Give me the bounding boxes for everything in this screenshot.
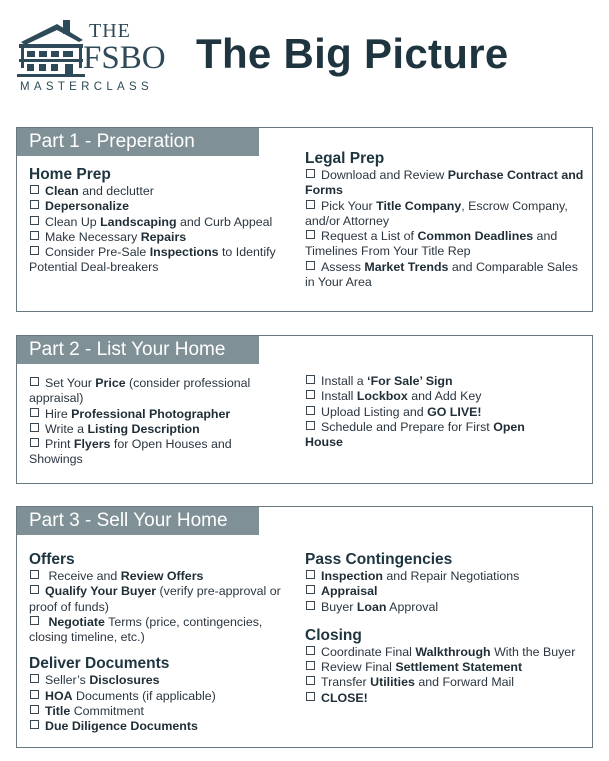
checklist-item-text: and Timelines From Your Title Rep: [305, 229, 558, 259]
checklist-item-text: Purchase Contract and Forms: [305, 168, 584, 198]
checklist-item: [305, 389, 545, 404]
part3-right-column: [305, 551, 588, 706]
checkbox-icon: [30, 423, 39, 432]
checklist-item: [29, 215, 297, 230]
list-home-right-column: [305, 374, 545, 450]
checklist-item-text: Install a: [321, 374, 368, 388]
logo-masterclass-text: MASTERCLASS: [20, 81, 153, 93]
checklist-item-text: Commitment: [70, 704, 144, 719]
checklist-item-text: Print: [45, 437, 74, 452]
checkbox-icon: [306, 421, 315, 430]
checklist-item-text: and Curb Appeal: [176, 214, 273, 229]
list-home-left-list: [29, 376, 269, 468]
checklist-item-text: and Add Key: [407, 389, 482, 404]
checkbox-icon: [306, 676, 315, 685]
home-prep-column: [29, 166, 297, 276]
checkbox-icon: [306, 601, 315, 610]
checklist-item-text: Review Final: [321, 660, 396, 675]
checkbox-icon: [306, 375, 315, 384]
pass-contingencies-title: Pass Contingencies: [305, 551, 453, 568]
fsbo-masterclass-logo: [17, 18, 177, 96]
checklist-item: [305, 420, 545, 451]
checklist-item-text: and Comparable Sales in Your Area: [305, 259, 578, 290]
checklist-item-text: HOA: [45, 688, 73, 703]
checklist-item-text: Title Company: [376, 198, 462, 213]
checklist-item: [305, 691, 588, 706]
checklist-item-text: Depersonalize: [45, 199, 130, 214]
checklist-item-text: Market Trends: [364, 259, 449, 274]
checklist-item-text: Price: [95, 376, 126, 390]
deliver-documents-title: Deliver Documents: [29, 655, 170, 673]
checklist-item-text: Qualify Your Buyer: [45, 584, 157, 599]
checklist-item-text: Install: [321, 389, 357, 404]
checklist-item: [29, 230, 297, 245]
checklist-item-text: Settlement Statement: [395, 660, 523, 675]
checklist-item-text: Common Deadlines: [417, 229, 534, 244]
checklist-item-text: Schedule and Prepare for First: [321, 419, 494, 434]
checklist-item: [29, 422, 269, 437]
checklist-item: [29, 615, 297, 646]
page-header: [0, 0, 609, 110]
checklist-item-text: Loan: [356, 599, 387, 614]
part3-section: [16, 506, 593, 748]
checklist-item: [305, 600, 588, 615]
checklist-item-text: Receive and: [45, 569, 121, 583]
checklist-item-text: Landscaping: [100, 214, 177, 229]
checklist-item-text: GO LIVE!: [427, 404, 482, 419]
checkbox-icon: [30, 585, 39, 594]
checklist-item-text: Make Necessary: [45, 229, 141, 244]
checklist-item-text: Repairs: [140, 229, 187, 244]
closing-title: Closing: [305, 626, 362, 644]
checklist-item-text: Coordinate Final: [321, 644, 416, 659]
checklist-item-text: , Escrow Company, and/or Attorney: [305, 198, 568, 228]
checklist-item-text: Write a: [45, 421, 88, 436]
checklist-item-text: and declutter: [78, 184, 154, 198]
checklist-item: [29, 704, 297, 719]
checklist-item-text: Review Offers: [120, 569, 204, 583]
legal-prep-title: Legal Prep: [305, 150, 385, 167]
part1-heading: Part 1 - Preperation: [17, 128, 259, 156]
checklist-item: [305, 569, 588, 584]
checklist-item-text: Inspections: [149, 245, 219, 260]
checkbox-icon: [30, 570, 39, 579]
checklist-item: [305, 229, 588, 260]
checklist-item-text: Documents (if applicable): [72, 688, 216, 703]
checkbox-icon: [30, 231, 39, 240]
checklist-item-text: Clean Up: [45, 214, 101, 229]
legal-prep-column: [305, 150, 588, 290]
checkbox-icon: [30, 408, 39, 417]
checklist-item-text: Consider Pre-Sale: [45, 245, 150, 260]
checklist-item: [305, 660, 588, 675]
checklist-item-text: and Forward Mail: [414, 675, 515, 690]
checklist-item: [29, 584, 297, 615]
checkbox-icon: [306, 261, 315, 270]
checklist-item-text: (consider professional appraisal): [29, 376, 251, 406]
checklist-item-text: Professional Photographer: [71, 406, 231, 421]
checkbox-icon: [30, 377, 39, 386]
checklist-item-text: Due Diligence Documents: [45, 719, 198, 734]
checkbox-icon: [30, 200, 39, 209]
checklist-item-text: With the Buyer: [490, 644, 576, 659]
checklist-item-text: Set Your: [45, 376, 96, 390]
home-prep-title: Home Prep: [29, 166, 111, 183]
checkbox-icon: [30, 674, 39, 683]
checkbox-icon: [306, 585, 315, 594]
checkbox-icon: [30, 705, 39, 714]
offers-title: Offers: [29, 551, 75, 568]
checkbox-icon: [30, 720, 39, 729]
checklist-item: [305, 405, 545, 420]
legal-prep-list: [305, 168, 588, 290]
checklist-item-text: Seller’s: [45, 673, 90, 688]
checklist-item-text: for Open Houses and Showings: [29, 437, 232, 467]
offers-list: [29, 569, 297, 645]
checkbox-icon: [306, 200, 315, 209]
house-icon: [17, 18, 87, 78]
checkbox-icon: [306, 169, 315, 178]
checkbox-icon: [30, 438, 39, 447]
part1-section: [16, 127, 593, 312]
checkbox-icon: [30, 690, 39, 699]
checklist-item-text: Request a List of: [321, 229, 418, 244]
checklist-item-text: ‘For Sale’ Sign: [367, 374, 453, 388]
deliver-documents-list: [29, 673, 297, 734]
checklist-item-text: Hire: [45, 406, 72, 421]
checklist-item: [29, 719, 297, 734]
list-home-right-list: [305, 374, 545, 450]
checkbox-icon: [306, 570, 315, 579]
checklist-item-text: Approval: [386, 599, 439, 614]
list-home-left-column: [29, 376, 269, 468]
checklist-item-text: Download and Review: [321, 168, 448, 182]
checklist-item-text: Lockbox: [356, 389, 408, 404]
page-title: The Big Picture: [196, 30, 509, 77]
checklist-item-text: Upload Listing and: [321, 404, 428, 419]
checklist-item-text: Assess: [321, 259, 365, 274]
checklist-item-text: Terms (price, contingencies, closing timeline, etc.): [29, 614, 263, 645]
checkbox-icon: [306, 661, 315, 670]
checklist-item-text: and Repair Negotiations: [382, 569, 520, 583]
checklist-item-text: Negotiate: [45, 614, 105, 629]
checklist-item-text: Open House: [305, 419, 525, 450]
checklist-item: [305, 168, 588, 199]
checklist-item-text: Disclosures: [89, 673, 160, 688]
checklist-item-text: Walkthrough: [415, 644, 491, 659]
checklist-item: [29, 184, 297, 199]
checklist-item: [305, 374, 545, 389]
checklist-item-text: Inspection: [321, 569, 383, 583]
checkbox-icon: [306, 406, 315, 415]
logo-fsbo-text: FSBO: [83, 40, 166, 76]
closing-list: [305, 645, 588, 706]
checklist-item-text: to Identify Potential Deal-breakers: [29, 245, 276, 275]
checkbox-icon: [30, 246, 39, 255]
checkbox-icon: [306, 390, 315, 399]
logo-the-text: THE: [89, 20, 131, 42]
checklist-item: [29, 376, 269, 407]
checklist-item: [305, 260, 588, 291]
part3-heading: Part 3 - Sell Your Home: [17, 507, 259, 535]
checkbox-icon: [30, 185, 39, 194]
checklist-item: [29, 673, 297, 688]
checklist-item: [305, 675, 588, 690]
checklist-item: [29, 407, 269, 422]
checkbox-icon: [306, 230, 315, 239]
checkbox-icon: [30, 216, 39, 225]
checklist-item: [29, 689, 297, 704]
part2-heading: Part 2 - List Your Home: [17, 336, 259, 364]
checklist-item-text: Clean: [45, 184, 79, 198]
checkbox-icon: [306, 692, 315, 701]
part3-left-column: [29, 551, 297, 735]
checklist-item: [305, 584, 588, 599]
checklist-item-text: Title: [45, 704, 71, 719]
checklist-item-text: Pick Your: [321, 198, 377, 213]
checklist-item: [29, 199, 297, 214]
checkbox-icon: [306, 646, 315, 655]
checklist-item: [29, 569, 297, 584]
checklist-item-text: Transfer: [321, 675, 371, 690]
checklist-item-text: (verify pre-approval or proof of funds): [29, 584, 281, 614]
home-prep-list: [29, 184, 297, 276]
checklist-item: [305, 199, 588, 230]
part2-section: [16, 335, 593, 484]
checklist-item: [29, 437, 269, 468]
checklist-item-text: Appraisal: [321, 584, 378, 599]
checklist-item: [29, 245, 297, 276]
pass-contingencies-list: [305, 569, 588, 615]
checklist-item-text: Flyers: [73, 437, 111, 452]
checklist-item-text: Listing Description: [87, 421, 200, 436]
checklist-item-text: CLOSE!: [321, 690, 368, 705]
checklist-item: [305, 645, 588, 660]
checklist-item-text: Utilities: [370, 675, 415, 690]
checklist-item-text: Buyer: [321, 599, 357, 614]
checkbox-icon: [30, 616, 39, 625]
